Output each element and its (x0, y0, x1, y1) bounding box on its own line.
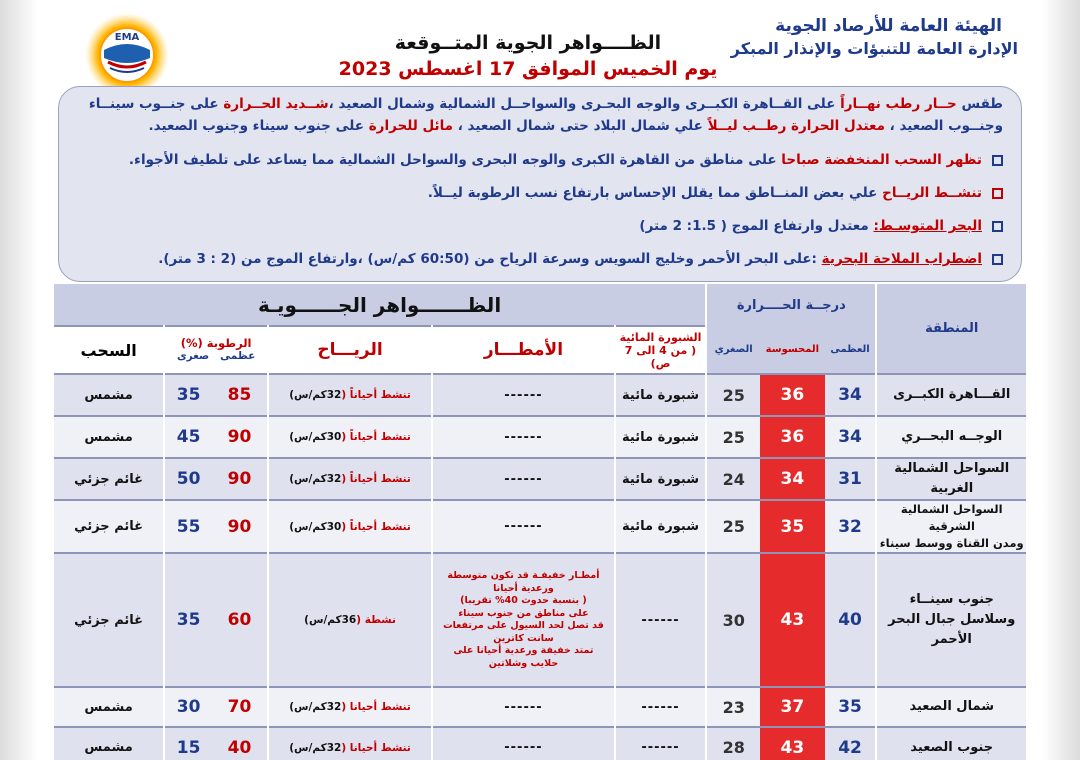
region-name: جنوب الصعيد (876, 727, 1026, 760)
temp-feel: 43 (760, 727, 824, 760)
fog-value: شبورة مائية (615, 458, 706, 500)
table-row (54, 687, 1026, 727)
forecast-date: يوم الخميس الموافق 17 اغسطس 2023 (338, 58, 718, 80)
page-title: الظــــواهر الجوية المتــوقعة (394, 32, 662, 54)
wind-value: تنشط أحياناً (32كم/س) (268, 458, 432, 500)
table-row (54, 458, 1026, 500)
org-line-2: الإدارة العامة للتنبؤات والإنذار المبكر (730, 39, 1018, 58)
rain-value: ------ (432, 500, 615, 553)
summary-text: طقس (956, 96, 1003, 112)
table-row (54, 500, 1026, 553)
cloud-value: غائم جزئي (54, 500, 164, 553)
bullet-text: على مناطق من القاهرة الكبرى والوجه البحرى والسواحل الشمالية مما يساعد على تلطيف الأجواء. (128, 152, 782, 168)
cloud-value: مشمس (54, 687, 164, 727)
temp-max: 42 (825, 727, 877, 760)
svg-text:EMA: EMA (114, 32, 140, 43)
fog-value: ------ (615, 687, 706, 727)
cloud-value: مشمس (54, 416, 164, 458)
rain-value: ------ (432, 727, 615, 760)
humidity-min: 30 (164, 687, 212, 727)
rain-value: ------ (432, 374, 615, 416)
cloud-value: مشمس (54, 374, 164, 416)
table-row (54, 553, 1026, 687)
fog-value: شبورة مائية (615, 500, 706, 553)
phenomena-header: الظـــــــواهر الجــــــويـة (54, 284, 706, 326)
bullet-text: علي بعض المنــاطق مما يقلل الإحساس بارتفاع نسب الرطوبة ليــلاً. (427, 185, 883, 201)
humidity-min: 50 (164, 458, 212, 500)
humidity-max: 90 (212, 500, 268, 553)
humidity-header: الرطوبة (%) عظمى صغرى (164, 326, 268, 374)
checkbox-bullet-icon (992, 221, 1003, 232)
cloud-value: غائم جزئي (54, 553, 164, 687)
wind-value: نشطة (36كم/س) (268, 553, 432, 687)
bullet-text: معتدل وارتفاع الموج ( 1.5: 2 متر) (639, 218, 874, 234)
bullet-highlight: تظهر السحب المنخفضة صباحا (781, 152, 982, 168)
region-name: جنوب سينــاء وسلاسل جبال البحر الأحمر (876, 553, 1026, 687)
summary-bullet-mediterranean (75, 216, 1003, 236)
region-name: القـــاهرة الكبــرى (876, 374, 1026, 416)
checkbox-bullet-icon (992, 254, 1003, 265)
temp-max: 34 (825, 416, 877, 458)
organization-name (731, 14, 1018, 60)
temp-feel: 37 (760, 687, 824, 727)
temp-max-header: العظمى (825, 326, 877, 374)
wind-value: تنشط أحيانا (32كم/س) (268, 727, 432, 760)
humidity-max: 90 (212, 416, 268, 458)
temp-feel-header: المحسوسة (760, 326, 824, 374)
rain-value: ------ (432, 687, 615, 727)
summary-paragraph (75, 93, 1003, 137)
region-header: المنطقة (876, 284, 1026, 374)
page-shadow-left (0, 0, 38, 760)
humidity-min: 45 (164, 416, 212, 458)
summary-text: على جنوب سيناء وجنوب الصعيد. (148, 118, 369, 134)
wind-value: تنشط أحياناً (30كم/س) (268, 416, 432, 458)
temp-min: 28 (706, 727, 760, 760)
rain-value: أمطـار خفيفـة قد تكون متوسطة ورعدية أحيانا ( بنسبة حدوث 40% تقريبا) على مناطق من جنوب سيناء قد تصل لحد السيول على مرتفعات سانت كاترين تمتد خفيفة ورعدية أحيانا على حلايب وشلاتين (432, 553, 615, 687)
humidity-max: 90 (212, 458, 268, 500)
temp-min-header: الصغري (706, 326, 760, 374)
temp-max: 34 (825, 374, 877, 416)
wind-value: تنشط أحياناً (32كم/س) (268, 374, 432, 416)
humidity-min: 35 (164, 374, 212, 416)
summary-text: على القــاهرة الكبــرى والوجه البحـرى والسواحــل الشمالية وشمال الصعيد ، (328, 96, 841, 112)
wind-value: تنشط أحيانا (32كم/س) (268, 687, 432, 727)
temp-max: 40 (825, 553, 877, 687)
temp-feel: 34 (760, 458, 824, 500)
region-name: شمال الصعيد (876, 687, 1026, 727)
temperature-header: درجــة الحــــرارة (706, 284, 876, 326)
checkbox-bullet-icon (992, 155, 1003, 166)
temp-min: 25 (706, 374, 760, 416)
humidity-max: 85 (212, 374, 268, 416)
rain-value: ------ (432, 416, 615, 458)
rain-header: الأمطـــار (432, 326, 615, 374)
table-row (54, 416, 1026, 458)
temp-min: 25 (706, 500, 760, 553)
region-name: السواحل الشمالية الغربية (876, 458, 1026, 500)
forecast-table (54, 284, 1026, 760)
forecast-document (38, 0, 1042, 760)
bullet-text: :على البحر الأحمر وخليج السويس وسرعة الرياح من (60:50 كم/س) ،وارتفاع الموج من (2 : 3 متر). (158, 251, 822, 267)
org-line-1: الهيئة العامة للأرصاد الجوية (775, 16, 1002, 36)
temp-feel: 36 (760, 416, 824, 458)
fog-header: الشبورة المائية ( من 4 الى 7 ص) (615, 326, 706, 374)
humidity-max: 40 (212, 727, 268, 760)
temp-min: 24 (706, 458, 760, 500)
forecast-title-block (338, 30, 718, 82)
summary-text: علي شمال البلاد حتى شمال الصعيد ، (453, 118, 708, 134)
temp-max: 32 (825, 500, 877, 553)
fog-value: ------ (615, 553, 706, 687)
summary-bullet-winds (75, 183, 1003, 203)
summary-highlight: معتدل الحرارة رطــب ليــلاً (707, 118, 885, 134)
wind-value: تنشط أحياناً (30كم/س) (268, 500, 432, 553)
fog-value: شبورة مائية (615, 374, 706, 416)
cloud-value: غائم جزئي (54, 458, 164, 500)
fog-value: شبورة مائية (615, 416, 706, 458)
rain-value: ------ (432, 458, 615, 500)
region-name: السواحل الشمالية الشرقية ومدن القناة ووسط سيناء (876, 500, 1026, 553)
summary-bullet-navigation (75, 249, 1003, 269)
cloud-value: مشمس (54, 727, 164, 760)
humidity-max: 70 (212, 687, 268, 727)
temp-max: 31 (825, 458, 877, 500)
temp-min: 25 (706, 416, 760, 458)
region-name: الوجــه البحــري (876, 416, 1026, 458)
summary-highlight: مائل للحرارة (368, 118, 454, 134)
cloud-header: السحب (54, 326, 164, 374)
checkbox-bullet-icon (992, 188, 1003, 199)
temp-feel: 36 (760, 374, 824, 416)
forecast-summary-box (58, 86, 1022, 282)
temp-min: 30 (706, 553, 760, 687)
bullet-highlight: اضطراب الملاحة البحرية (821, 251, 982, 267)
temp-feel: 35 (760, 500, 824, 553)
temp-max: 35 (825, 687, 877, 727)
humidity-min: 15 (164, 727, 212, 760)
summary-text: على جنــوب سينــاء وجنــوب الصعيد ، (88, 96, 1003, 134)
table-row (54, 727, 1026, 760)
humidity-min: 55 (164, 500, 212, 553)
bullet-highlight: تنشــط الريــاح (882, 185, 982, 201)
humidity-max: 60 (212, 553, 268, 687)
summary-highlight: شــديد الحــرارة (223, 96, 329, 112)
humidity-min: 35 (164, 553, 212, 687)
fog-value: ------ (615, 727, 706, 760)
table-row (54, 374, 1026, 416)
page-shadow-right (1042, 0, 1080, 760)
wind-header: الريـــاح (268, 326, 432, 374)
summary-highlight: حــار رطب نهــاراً (840, 96, 957, 112)
bullet-highlight: البحر المتوسـط: (873, 218, 982, 234)
summary-bullet-clouds (75, 150, 1003, 170)
temp-feel: 43 (760, 553, 824, 687)
temp-min: 23 (706, 687, 760, 727)
